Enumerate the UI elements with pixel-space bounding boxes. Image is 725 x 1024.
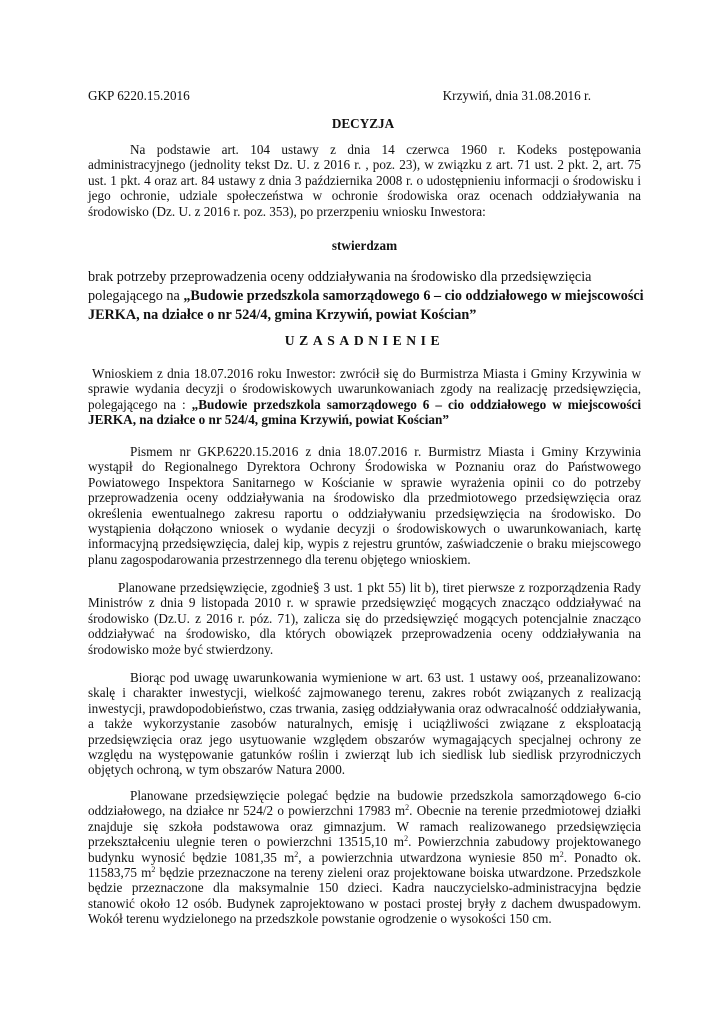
justification-paragraph-2: Pismem nr GKP.6220.15.2016 z dnia 18.07.2016 r. Burmistrz Miasta i Gminy Krzywinia wystąpił do Regionalnego Dyrektora Ochrony Środowiska w Poznaniu oraz do Państwowego Powiatowego Inspektora Sanitarnego w Kościanie w sprawie wyrażenia opinii co do potrzeby przeprowadzenia oceny oddziaływania na środowisko dla przedmiotowego przedsięwzięcia oraz określenia ewentualnego zakresu raportu o oddziaływaniu przedsięwzięcia na środowisko. Do wystąpienia dołączono wniosek o wydanie decyzji o środowiskowych o uwarunkowaniach, kartę informacyjną przedsięwzięcia, dalej kip, wypis z rejestru gruntów, zaświadczenie o braku miejscowego planu zagospodarowania przestrzennego dla terenu objętego wnioskiem. xyxy=(88,444,641,567)
p5-part-c: . Powierzchnia zabudowy projektowanego budynku wynosić będzie 1081,35 m xyxy=(88,834,641,865)
p1-project-name: „Budowie przedszkola samorządowego 6 – cio oddziałowego w miejscowości JERKA, na działce o nr 524/4, gmina Krzywiń, powiat Kościan” xyxy=(88,396,641,428)
decision-statement xyxy=(88,268,648,325)
legal-basis-paragraph: Na podstawie art. 104 ustawy z dnia 14 czerwca 1960 r. Kodeks postępowania administracyjnego (jednolity tekst Dz. U. z 2016 r. , poz. 23), w związku z art. 71 ust. 2 pkt. 2, art. 75 ust. 1 pkt. 4 oraz art. 84 ustawy z dnia 3 października 2008 r. o udostępnieniu informacji o środowisku i jego ochronie, udziale społeczeństwa w ochronie środowiska oraz ocenach oddziaływania na środowisko (Dz. U. z 2016 r. poz. 353), po przerzpeniu wniosku Inwestora: xyxy=(88,142,641,219)
p5-part-e: . Ponadto ok. 11583,75 m xyxy=(88,849,641,881)
p1-text: Wnioskiem z dnia 18.07.2016 roku Inwestor: zwrócił się do Burmistrza Miasta i Gminy Krzywinia w sprawie wydania decyzji o środowiskowych uwarunkowaniach zgody na realizację przedsięwzięcia, polegającego na : xyxy=(88,366,641,412)
sq-superscript: 2 xyxy=(151,865,156,875)
sq-superscript: 2 xyxy=(559,849,564,859)
decision-project-name: „Budowie przedszkola samorządowego 6 – cio oddziałowego w miejscowości JERKA, na działce o nr 524/4, gmina Krzywiń, powiat Kościan” xyxy=(88,288,644,323)
decision-lead: polegającego na xyxy=(88,288,184,304)
sq-superscript: 2 xyxy=(404,834,409,844)
stwierdzam-heading: stwierdzam xyxy=(331,238,398,253)
p5-part-f: będzie przeznaczone na tereny zieleni oraz projektowane boiska utwardzone. Przedszkole będzie przeznaczone dla maksymalnie 150 dzieci. Kadra nauczycielsko-administracyjna będzie stanowić około 12 osób. Budynek zaprojektowano w postaci prostej bryły z dachem dwuspadowym. Wokół terenu wydzielonego na przedszkole powstanie ogrodzenie o wysokości 150 cm. xyxy=(88,865,641,927)
justification-paragraph-3: Planowane przedsięwzięcie, zgodnie§ 3 ust. 1 pkt 55) lit b), tiret pierwsze z rozporządzenia Rady Ministrów z dnia 9 listopada 2010 r. w sprawie przedsięwzięć mogących znacząco oddziaływać na środowisko (Dz.U. z 2016 r. póz. 71), zalicza się do przedsięwzięć mogących potencjalnie znacząco oddziaływać na środowisko, dla których obowiązek przeprowadzenia oceny oddziaływania na środowisko może być stwierdzony. xyxy=(88,580,641,657)
document-header xyxy=(88,88,591,104)
p5-part-b: . Obecnie na terenie przedmiotowej działki znajduje się szkoła podstawowa oraz gimnazjum. W ramach realizowanego przedsięwzięcia przekształceniu ulegnie teren o powierzchni 13515,10 m xyxy=(88,803,641,850)
reference-number: GKP 6220.15.2016 xyxy=(88,88,190,103)
decision-line-2 xyxy=(88,287,648,325)
p5-part-d: , a powierzchnia utwardzona wyniesie 850 m xyxy=(298,849,560,865)
place-date: Krzywiń, dnia 31.08.2016 r. xyxy=(442,88,591,103)
document-title: DECYZJA xyxy=(331,116,395,131)
sq-superscript: 2 xyxy=(405,803,410,813)
justification-paragraph-4: Biorąc pod uwagę uwarunkowania wymienione w art. 63 ust. 1 ustawy ooś, przeanalizowano: skalę i charakter inwestycji, wielkość zajmowanego terenu, zakres robót związanych z realizacją inwestycji, prawdopodobieństwo, czas trwania, zasięg oddziaływania oraz odwracalność oddziaływania, a także wykorzystanie zasobów naturalnych, emisję i uciążliwości związane z eksploatacją przedsięwzięcia oraz jego usytuowanie względem obszarów wymagających specjalnej ochrony ze względu na występowanie gatunków roślin i zwierząt lub ich siedlisk lub siedlisk przyrodniczych objętych ochroną, w tym obszarów Natura 2000. xyxy=(88,670,641,778)
sq-superscript: 2 xyxy=(294,849,299,859)
justification-heading: UZASADNIENIE xyxy=(284,333,445,348)
justification-paragraph-5 xyxy=(88,788,641,927)
justification-paragraph-1 xyxy=(88,366,641,428)
decision-line-1: brak potrzeby przeprowadzenia oceny oddziaływania na środowisko dla przedsięwzięcia xyxy=(88,269,592,285)
p5-part-a: Planowane przedsięwzięcie polegać będzie na budowie przedszkola samorządowego 6-cio oddziałowego, na działce nr 524/2 o powierzchni 17983 m xyxy=(88,788,641,819)
